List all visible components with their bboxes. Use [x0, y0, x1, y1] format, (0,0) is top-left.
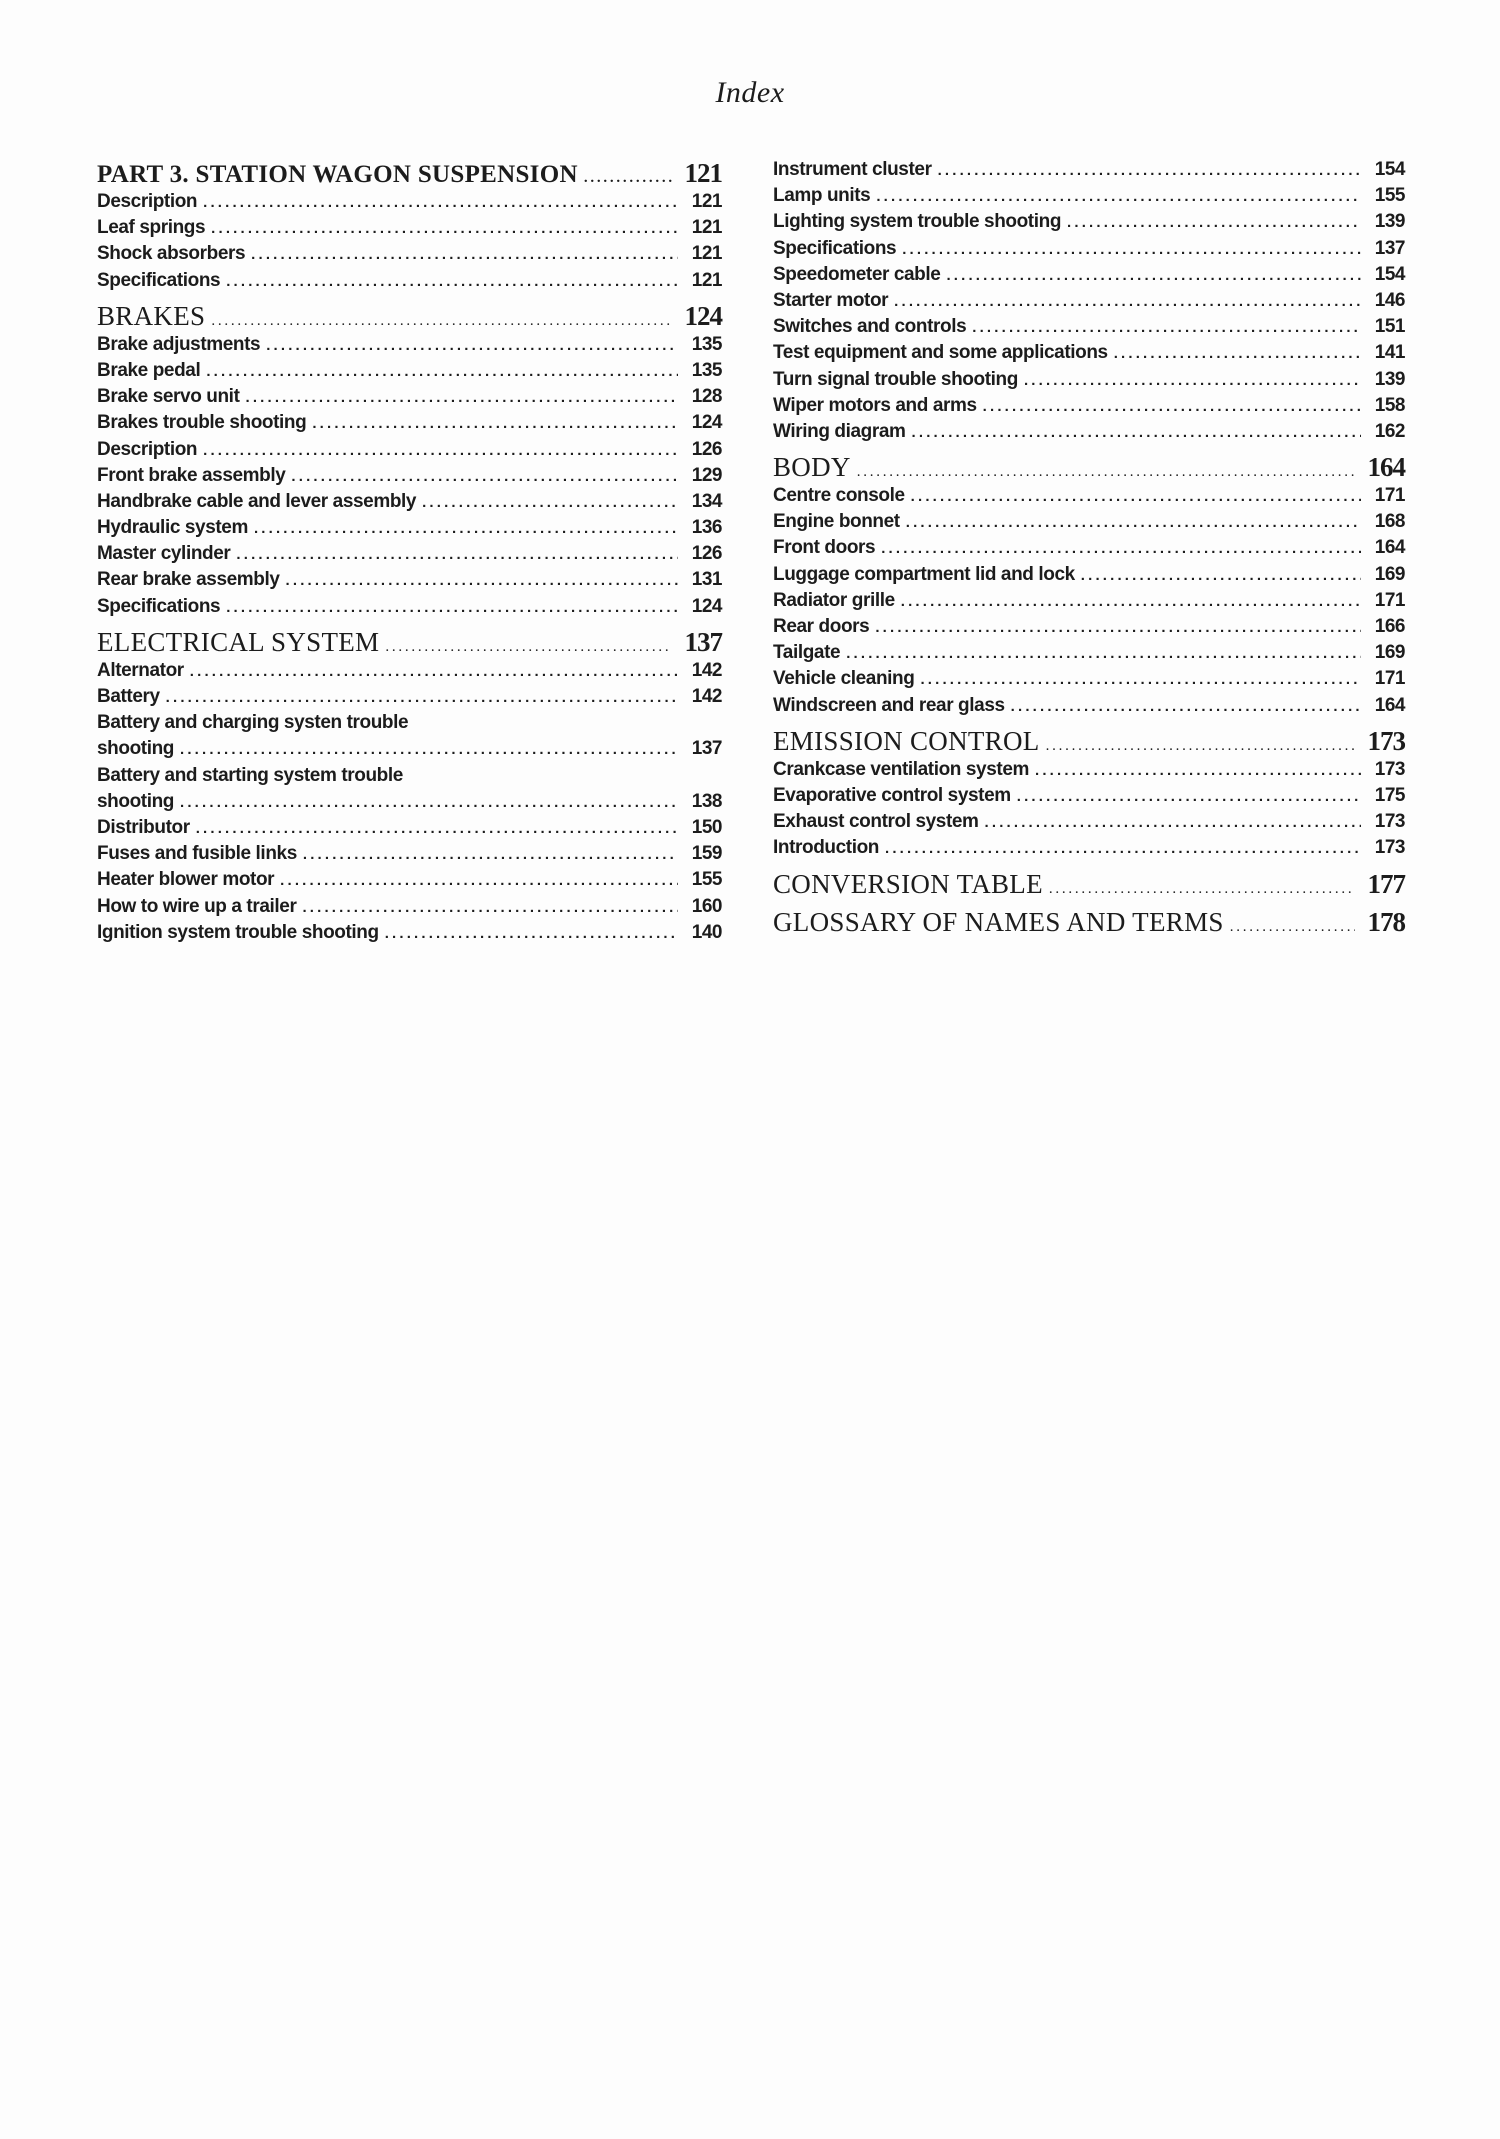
index-entry[interactable] [773, 693, 1405, 719]
leader-dots [302, 895, 678, 921]
entry-label: How to wire up a trailer [97, 895, 297, 917]
index-entry[interactable] [773, 183, 1405, 209]
entry-page-number: 135 [691, 333, 722, 355]
leader-dots [885, 836, 1361, 862]
leader-dots [226, 269, 678, 295]
leader-dots [901, 589, 1361, 615]
leader-dots [946, 263, 1361, 289]
leader-dots [206, 359, 678, 385]
entry-page-number: 137 [691, 738, 722, 760]
index-entry[interactable] [773, 535, 1405, 561]
leader-dots [846, 641, 1361, 667]
entry-page-number: 140 [691, 921, 722, 943]
leader-dots [180, 790, 678, 816]
index-entry[interactable] [97, 437, 722, 463]
entry-label: PART 3. STATION WAGON SUSPENSION [97, 161, 578, 188]
entry-page-number: 146 [1374, 289, 1405, 311]
leader-dots [912, 420, 1361, 446]
leader-dots [211, 216, 678, 242]
leader-dots [303, 842, 678, 868]
leader-dots [1035, 758, 1361, 784]
index-entry[interactable] [773, 419, 1405, 445]
index-entry[interactable] [773, 509, 1405, 535]
leader-dots [203, 438, 678, 464]
entry-label: Front doors [773, 537, 876, 559]
index-entry[interactable] [773, 314, 1405, 340]
leader-dots [236, 542, 678, 568]
leader-dots [894, 289, 1361, 315]
leader-dots [902, 237, 1361, 263]
leader-dots [246, 385, 679, 411]
section-heading[interactable] [773, 866, 1405, 900]
leader-dots [1230, 909, 1355, 945]
leader-dots [875, 615, 1361, 641]
entry-label: Speedometer cable [773, 263, 941, 285]
index-entry-wrapped-line [97, 763, 722, 789]
entry-page-number: 141 [1374, 342, 1405, 364]
entry-page-number: 139 [1374, 368, 1405, 390]
entry-label: Radiator grille [773, 589, 895, 611]
entry-label: Brake adjustments [97, 333, 261, 355]
entry-label: Luggage compartment lid and lock [773, 563, 1075, 585]
entry-page-number: 171 [1374, 485, 1405, 507]
entry-page-number: 121 [691, 217, 722, 239]
leader-dots [881, 536, 1361, 562]
index-entry[interactable] [773, 393, 1405, 419]
entry-label: Master cylinder [97, 543, 231, 565]
index-entry[interactable] [773, 340, 1405, 366]
leader-dots [190, 659, 678, 685]
index-entry[interactable] [773, 157, 1405, 183]
entry-page-number: 134 [691, 490, 722, 512]
entry-page-number: 171 [1374, 589, 1405, 611]
entry-label: Windscreen and rear glass [773, 694, 1005, 716]
entry-label: Centre console [773, 485, 905, 507]
entry-label: Front brake assembly [97, 464, 286, 486]
entry-label: Specifications [97, 595, 221, 617]
entry-page-number: 164 [1367, 452, 1405, 483]
leader-dots [291, 464, 678, 490]
entry-page-number: 173 [1374, 811, 1405, 833]
index-entry[interactable] [773, 367, 1405, 393]
entry-page-number: 126 [691, 543, 722, 565]
entry-page-number: 166 [1374, 616, 1405, 637]
leader-dots [972, 315, 1361, 341]
entry-page-number: 129 [691, 464, 722, 486]
leader-dots [180, 737, 678, 763]
entry-label: Switches and controls [773, 316, 967, 338]
entry-label: Fuses and fusible links [97, 843, 297, 865]
entry-label: Brakes trouble shooting [97, 412, 307, 434]
entry-label: shooting [97, 790, 175, 812]
entry-label: Starter motor [773, 289, 889, 311]
leader-dots [906, 510, 1361, 536]
index-entry[interactable] [773, 209, 1405, 235]
page-title: Index [715, 76, 785, 109]
leader-dots [876, 184, 1361, 210]
leader-dots [203, 190, 678, 216]
entry-page-number: 169 [1374, 642, 1405, 664]
entry-page-number: 142 [691, 659, 722, 681]
entry-page-number: 169 [1374, 563, 1405, 585]
entry-label: Handbrake cable and lever assembly [97, 490, 417, 512]
index-entry[interactable] [97, 189, 722, 215]
section-heading[interactable] [97, 157, 722, 189]
entry-page-number: 155 [691, 869, 722, 891]
index-entry[interactable] [97, 541, 722, 567]
index-entry[interactable] [773, 640, 1405, 666]
index-entry[interactable] [97, 594, 722, 620]
section-heading[interactable] [97, 298, 722, 332]
section-heading[interactable] [773, 723, 1405, 757]
leader-dots [422, 490, 678, 516]
entry-label: EMISSION CONTROL [773, 725, 1040, 756]
entry-label: Crankcase ventilation system [773, 758, 1029, 780]
leader-dots [1024, 368, 1361, 394]
leader-dots [1067, 210, 1361, 236]
leader-dots [1017, 784, 1361, 810]
index-entry[interactable] [97, 815, 722, 841]
entry-page-number: 162 [1374, 420, 1405, 442]
entry-label: Engine bonnet [773, 511, 900, 533]
entry-label: Specifications [97, 269, 221, 291]
entry-label: Lamp units [773, 185, 871, 207]
leader-dots [385, 921, 678, 947]
entry-page-number: 168 [1374, 511, 1405, 533]
entry-page-number: 160 [691, 895, 722, 917]
index-entry[interactable] [773, 666, 1405, 692]
entry-page-number: 173 [1374, 758, 1405, 780]
index-entry-wrapped-line [97, 710, 722, 736]
leader-dots [166, 685, 678, 711]
index-entry[interactable] [773, 835, 1405, 861]
leader-dots [1049, 871, 1355, 907]
leader-dots [1114, 341, 1361, 367]
entry-label: Battery and starting system trouble [97, 764, 403, 786]
index-entry[interactable] [97, 684, 722, 710]
section-heading[interactable] [97, 624, 722, 658]
leader-dots [226, 595, 678, 621]
entry-label: Turn signal trouble shooting [773, 368, 1018, 390]
entry-label: Description [97, 438, 198, 460]
entry-label: Shock absorbers [97, 243, 246, 265]
entry-page-number: 121 [691, 191, 722, 212]
index-entry[interactable] [773, 614, 1405, 640]
entry-page-number: 164 [1374, 694, 1405, 716]
entry-page-number: 175 [1374, 784, 1405, 806]
leader-dots [266, 333, 678, 359]
leader-dots [286, 568, 678, 594]
index-entry[interactable] [773, 562, 1405, 588]
index-entry[interactable] [773, 288, 1405, 314]
entry-page-number: 126 [691, 438, 722, 460]
entry-label: Ignition system trouble shooting [97, 921, 379, 943]
entry-page-number: 159 [691, 843, 722, 865]
entry-label: Wiring diagram [773, 420, 906, 442]
entry-label: BRAKES [97, 300, 206, 331]
entry-label: Exhaust control system [773, 811, 979, 833]
entry-page-number: 124 [684, 300, 722, 331]
leader-dots [983, 394, 1361, 420]
entry-page-number: 121 [684, 158, 722, 188]
entry-page-number: 137 [684, 626, 722, 657]
entry-label: Alternator [97, 659, 184, 681]
index-entry[interactable] [773, 236, 1405, 262]
index-entry[interactable] [97, 736, 722, 762]
leader-dots [251, 242, 678, 268]
entry-label: Leaf springs [97, 217, 206, 239]
section-heading[interactable] [773, 449, 1405, 483]
entry-page-number: 121 [691, 243, 722, 265]
section-heading[interactable] [773, 904, 1405, 938]
index-entry[interactable] [97, 241, 722, 267]
entry-label: Instrument cluster [773, 159, 932, 180]
entry-label: Tailgate [773, 642, 841, 664]
index-entry[interactable] [97, 789, 722, 815]
entry-page-number: 131 [691, 569, 722, 591]
entry-label: CONVERSION TABLE [773, 868, 1043, 899]
entry-label: Distributor [97, 816, 190, 838]
index-entry[interactable] [97, 463, 722, 489]
entry-label: Vehicle cleaning [773, 668, 915, 690]
index-entry[interactable] [97, 215, 722, 241]
index-entry[interactable] [97, 515, 722, 541]
entry-label: Rear doors [773, 616, 870, 637]
entry-label: ELECTRICAL SYSTEM [97, 626, 380, 657]
entry-page-number: 151 [1374, 316, 1405, 338]
leader-dots [312, 411, 678, 437]
entry-label: BODY [773, 452, 851, 483]
entry-label: Evaporative control system [773, 784, 1011, 806]
index-entry[interactable] [773, 483, 1405, 509]
entry-label: Battery and charging systen trouble [97, 712, 409, 734]
leader-dots [1011, 694, 1361, 720]
entry-page-number: 158 [1374, 394, 1405, 416]
entry-page-number: 138 [691, 790, 722, 812]
entry-page-number: 124 [691, 412, 722, 434]
entry-label: Battery [97, 686, 160, 707]
entry-page-number: 154 [1374, 159, 1405, 180]
index-entry[interactable] [97, 332, 722, 358]
entry-page-number: 137 [1374, 237, 1405, 259]
entry-label: Heater blower motor [97, 869, 275, 891]
entry-label: Hydraulic system [97, 517, 248, 539]
entry-page-number: 142 [691, 686, 722, 707]
index-entry[interactable] [97, 894, 722, 920]
entry-label: Description [97, 191, 198, 212]
index-entry[interactable] [97, 410, 722, 436]
entry-page-number: 121 [691, 269, 722, 291]
entry-label: Rear brake assembly [97, 569, 280, 591]
index-entry[interactable] [97, 384, 722, 410]
leader-dots [280, 868, 678, 894]
entry-label: Introduction [773, 837, 880, 859]
index-entry[interactable] [97, 358, 722, 384]
leader-dots [938, 158, 1361, 184]
index-entry[interactable] [97, 841, 722, 867]
entry-page-number: 155 [1374, 185, 1405, 207]
index-entry[interactable] [773, 588, 1405, 614]
entry-label: Lighting system trouble shooting [773, 211, 1062, 233]
entry-page-number: 178 [1367, 906, 1405, 937]
index-entry[interactable] [773, 757, 1405, 783]
entry-page-number: 154 [1374, 263, 1405, 285]
leader-dots [985, 810, 1361, 836]
entry-label: Test equipment and some applications [773, 342, 1108, 364]
entry-page-number: 150 [691, 816, 722, 838]
entry-label: shooting [97, 738, 175, 760]
entry-page-number: 177 [1367, 868, 1405, 899]
entry-page-number: 164 [1374, 537, 1405, 559]
leader-dots [1081, 563, 1361, 589]
entry-page-number: 139 [1374, 211, 1405, 233]
index-entry[interactable] [97, 567, 722, 593]
entry-page-number: 173 [1367, 725, 1405, 756]
leader-dots [920, 667, 1361, 693]
index-column-left [97, 157, 722, 946]
entry-label: Brake servo unit [97, 386, 240, 408]
leader-dots [911, 484, 1361, 510]
index-entry[interactable] [97, 867, 722, 893]
index-entry[interactable] [97, 268, 722, 294]
entry-page-number: 124 [691, 595, 722, 617]
entry-page-number: 136 [691, 517, 722, 539]
index-column-right [773, 157, 1405, 938]
leader-dots [254, 516, 678, 542]
entry-label: Specifications [773, 237, 897, 259]
entry-label: Brake pedal [97, 359, 201, 381]
entry-page-number: 128 [691, 386, 722, 408]
index-entry[interactable] [97, 920, 722, 946]
index-entry[interactable] [773, 262, 1405, 288]
entry-page-number: 135 [691, 359, 722, 381]
entry-page-number: 173 [1374, 837, 1405, 859]
entry-label: Wiper motors and arms [773, 394, 977, 416]
index-entry[interactable] [97, 489, 722, 515]
index-entry[interactable] [773, 783, 1405, 809]
entry-label: GLOSSARY OF NAMES AND TERMS [773, 906, 1224, 937]
entry-page-number: 171 [1374, 668, 1405, 690]
leader-dots [196, 816, 678, 842]
index-entry[interactable] [773, 809, 1405, 835]
index-entry[interactable] [97, 658, 722, 684]
